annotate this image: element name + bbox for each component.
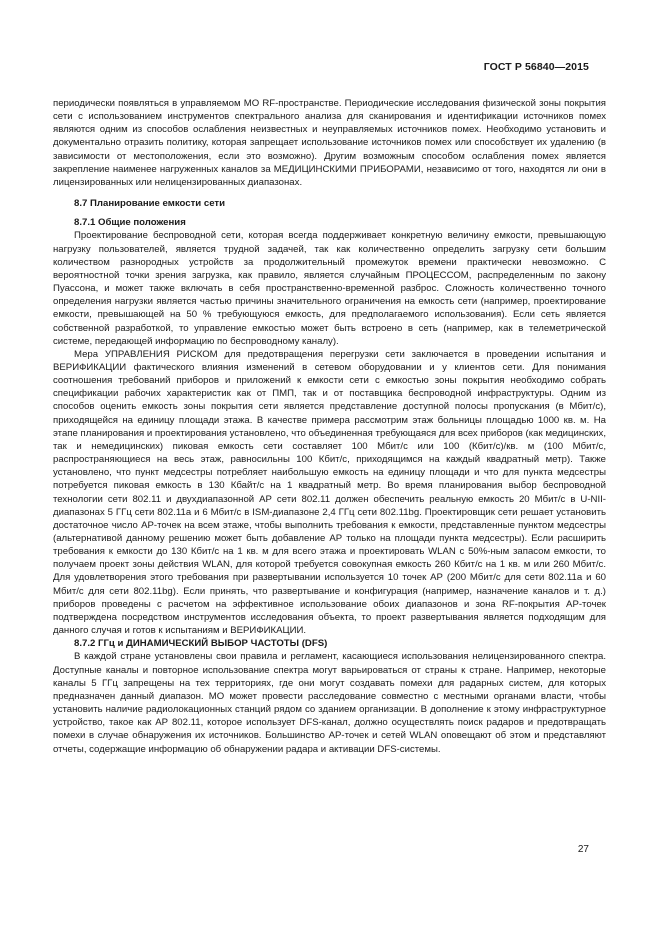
section-heading-8-7: 8.7 Планирование емкости сети [74,198,225,210]
paragraph: Проектирование беспроводной сети, которая всегда поддерживает конкретную величину емкости, превышающую нагрузку пользователей, является трудной задачей, так как количественно определить загрузку сети большим количеством разнородных устройств за продолжительный промежуток времени практически невозможно. С вероятностной точки зрения загрузка, как правило, является случайным ПРОЦЕССОМ, распределенным по закону Пуассона, и может также включать в себя пространственно-временной разброс. Сложность количественно точного определения нагрузки является частью причины значительного ограничения на емкость сети (например, проектирование емкости, превышающей на 50 % требующуюся емкость, для предполагаемого использования). Если сеть является собственной разработкой, то управление емкостью может быть встроено в сеть (например, как в телеметрической системе, передающей информацию по беспроводному каналу). [53,230,606,347]
intro-paragraph: периодически появляться в управляемом МО RF-пространстве. Периодические исследования физической зоны покрытия сети с использованием инструментов спектрального анализа для сканирования и идентификации источников помех являются одним из способов ослабления неизвестных и неуправляемых источников помех. Необходимо установить и документально отразить политику, которая запрещает использование источников помех или способствует их удалению (в зависимости от местоположения, если это возможно). Другим возможным способом ослабления помех является закрепление наименее нагруженных каналов за МЕДИЦИНСКИМИ ПРИБОРАМИ, независимо от того, находятся ли они в лицензированных или нелицензированных диапазонах. [53,98,606,188]
paragraph: В каждой стране установлены свои правила и регламент, касающиеся использования нелицензированного спектра. Доступные каналы и повторное использование спектра могут варьироваться от страны к стране. Например, некоторые каналы 5 ГГц запрещены на тех территориях, где они могут создавать помехи для радарных систем, для которых предназначен данный диапазон. МО может провести расследование совместно с местными органами власти, чтобы установить наличие радиолокационных станций рядом со зданием организации. В дополнение к этому инфраструктурное устройство, такое как АР 802.11, которое использует DFS-канал, должно осуществлять поиск радаров и предотвращать помехи в случае обнаружения их источников. Большинство АР-точек и сетей WLAN оповещают об этом и представляют отчеты, содержащие информацию об обнаружении радара и активации DFS-системы. [53,651,606,755]
section-heading-8-7-1: 8.7.1 Общие положения [74,217,186,229]
document-body [53,97,606,756]
section-heading-8-7-2: 8.7.2 ГГц и ДИНАМИЧЕСКИЙ ВЫБОР ЧАСТОТЫ (DFS) [74,638,328,650]
document-id: ГОСТ Р 56840—2015 [483,61,589,73]
page-number: 27 [577,844,589,855]
paragraph: Мера УПРАВЛЕНИЯ РИСКОМ для предотвращения перегрузки сети заключается в проведении испытания и ВЕРИФИКАЦИИ фактического влияния изменений в сетевом оборудовании и у клиентов сети. Для понимания соотношения требований приборов и приложений к емкости сети с емкостью зоны покрытия необходимо собрать спецификации рабочих характеристик как от ПМП, так и от поставщика беспроводной инфраструктуры. Одним из способов оценить емкость зоны покрытия сети является представление доступной полосы пропускания (в Мбит/с), приходящейся на единицу площади этажа. В качестве примера рассмотрим этаж больницы площадью 1000 кв. м. На этапе планирования и проектирования установлено, что объединенная требующаяся для всех приборов (как медицинских, так и немедицинских) пиковая емкость сети составляет 100 Мбит/с или 100 (Кбит/с)/кв. м (100 Мбит/с, распространяющиеся на весь этаж, равносильны 100 Кбит/с, приходящимся на каждый квадратный метр). Также установлено, что пункт медсестры потребляет наибольшую емкость на единицу площади и что для пункта медсестры потребуется пиковая емкость в 130 Кбайт/с на 1 квадратный метр. Во время планирования выбор беспроводной технологии сети 802.11 и двухдиапазонной АР сети 802.11 должен обеспечить реальную емкость 20 Мбит/с в U-NII-диапазонах 5 ГГц сети 802.11a и 6 Мбит/с в ISM-диапазоне 2,4 ГГц сети 802.11bg. Проектировщик сети решает установить достаточное число АР-точек на всем этаже, чтобы выполнить требования к емкости, представленные пунктом медсестры (альтернативой данному решению может быть добавление АР только на площади пункта медсестры). Если расширить требования к емкости до 130 Кбит/с на 1 кв. м для всего этажа и проектировать WLAN с 50%-ным запасом емкости, то получаем проект зоны действия WLAN, для которой требуется совокупная емкость 260 Кбит/с на 1 кв. м или 260 Мбит/с. Для удовлетворения этого требования при развертывании используется 10 точек АР (200 Мбит/с для сети 802.11a и 60 Мбит/с для сети 802.11bg). Если принять, что развертывание и конфигурация (например, назначение каналов и т. д.) приборов проведены с расчетом на эффективное использование обоих диапазонов и зона RF-покрытия АР-точек подтверждена посредством инструментов исследования объекта, то проект развертывания является подходящим для данного случая и готов к испытаниям и ВЕРИФИКАЦИИ. [53,348,606,637]
